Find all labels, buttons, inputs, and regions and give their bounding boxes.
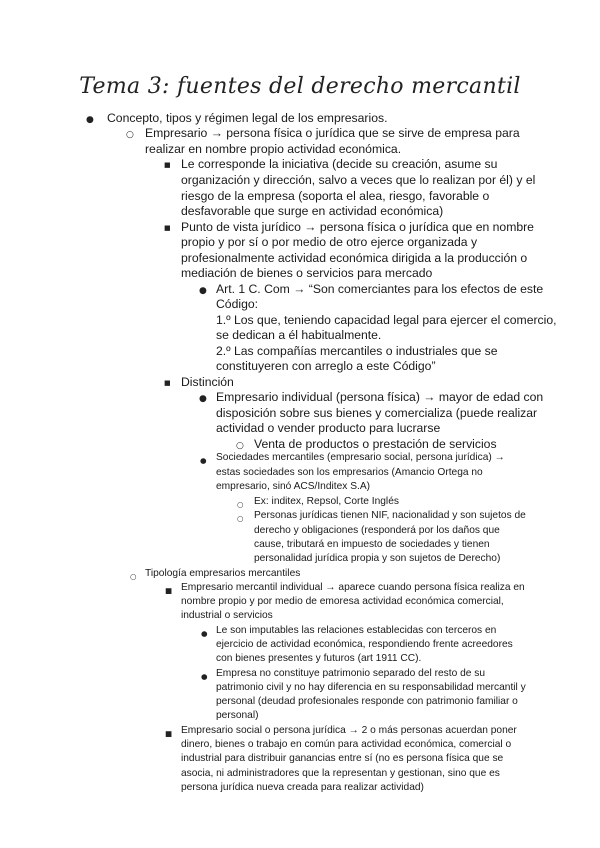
bullet-square-icon: ■	[164, 379, 171, 387]
text-line: Código:	[216, 297, 259, 311]
text-line: Empresa no constituye patrimonio separado del resto de su	[216, 668, 485, 679]
text-line: asocia, ni administradores que la representan y gestionan, sino que es	[181, 768, 500, 779]
text-line: se dedican a él habitualmente.	[216, 328, 382, 342]
bullet-circle-icon: ○	[236, 441, 244, 451]
text-line: patrimonio civil y no hay diferencia en su responsabilidad mercantil y	[216, 682, 526, 693]
bullet-circle-icon: ○	[237, 500, 244, 509]
text-line: estas sociedades son los empresarios (Amancio Ortega no	[216, 467, 483, 478]
bullet-dot-icon: ●	[86, 115, 94, 125]
text-line: organización y dirección, salvo a veces que lo realizan por él) y el	[181, 173, 536, 187]
text-line: con bienes presentes y futuros (art 1911 CC).	[216, 653, 422, 664]
page-title: Tema 3: fuentes del derecho mercantil	[79, 74, 521, 99]
text-line: propio y por sí o por medio de otro ejerce organizada y	[181, 235, 478, 249]
text-line: persona jurídica nueva creada para realizar actividad)	[181, 782, 424, 793]
bullet-square-icon: ■	[165, 729, 173, 738]
text-line: empresario, sinó ACS/Inditex S.A)	[216, 481, 371, 492]
text-line: 1.º Los que, teniendo capacidad legal para ejercer el comercio,	[216, 313, 557, 327]
bullet-circle-icon: ○	[237, 514, 244, 523]
bullet-dot-icon: ●	[200, 456, 207, 465]
bullet-dot-icon: ●	[201, 672, 208, 681]
text-line: Empresario social o persona jurídica → 2 o más personas acuerdan poner	[181, 725, 517, 736]
text-line: mediación de bienes o servicios para mercado	[181, 266, 433, 280]
text-line: personalidad jurídica propia y son sujetos de Derecho)	[254, 553, 501, 564]
bullet-square-icon: ■	[164, 161, 171, 169]
text-line: disposición sobre sus bienes y comercializa (puede realizar	[216, 406, 538, 420]
text-line: Personas jurídicas tienen NIF, nacionalidad y son sujetos de	[254, 510, 526, 521]
text-line: Le corresponde la iniciativa (decide su creación, asume su	[181, 157, 498, 171]
text-line: Empresario → persona física o jurídica que se sirve de empresa para	[145, 126, 520, 140]
text-line: personal (deudad profesionales responde con patrimonio familiar o	[216, 696, 518, 707]
text-line: realizar en nombre propio actividad económica.	[145, 142, 402, 156]
bullet-dot-icon: ●	[201, 629, 208, 638]
text-line: Punto de vista jurídico → persona física o jurídica que en nombre	[181, 220, 534, 234]
bullet-dot-icon: ●	[199, 394, 207, 404]
text-line: industrial o servicios	[181, 610, 273, 621]
text-line: profesionalmente actividad económica dirigida a la producción o	[181, 251, 528, 265]
text-line: Concepto, tipos y régimen legal de los empresarios.	[107, 111, 388, 125]
text-line: cause, tributará en impuesto de sociedades y tienen	[254, 539, 490, 550]
text-line: Art. 1 C. Com → “Son comerciantes para los efectos de este	[216, 282, 544, 296]
text-line: Empresario mercantil individual → aparece cuando persona física realiza en	[181, 582, 525, 593]
bullet-dot-icon: ●	[199, 286, 207, 296]
text-line: actividad o vender producto para lucrarse	[216, 421, 441, 435]
text-line: 2.º Las compañías mercantiles o industriales que se	[216, 344, 498, 358]
text-line: Ex: inditex, Repsol, Corte Inglés	[254, 496, 399, 507]
bullet-square-icon: ■	[165, 586, 173, 595]
text-line: Venta de productos o prestación de servicios	[254, 437, 497, 451]
text-line: constituyeren con arreglo a este Código”	[216, 359, 436, 373]
bullet-square-icon: ■	[164, 224, 171, 232]
text-line: Sociedades mercantiles (empresario social, persona jurídica) →	[216, 452, 505, 463]
text-line: personal)	[216, 710, 259, 721]
text-line: Le son imputables las relaciones establecidas con terceros en	[216, 625, 497, 636]
bullet-circle-icon: ○	[130, 572, 137, 581]
text-line: derecho y obligaciones (responderá por los daños que	[254, 525, 500, 536]
text-line: Empresario individual (persona física) → mayor de edad con	[216, 390, 544, 404]
text-line: nombre propio y por medio de emoresa actividad económica comercial,	[181, 596, 504, 607]
text-line: Distinción	[181, 375, 234, 389]
text-line: desfavorable que surge en actividad económica)	[181, 204, 444, 218]
text-line: Tipología empresarios mercantiles	[145, 568, 301, 579]
text-line: industrial para distribuir ganancias entre sí (no es persona física que se	[181, 753, 504, 764]
text-line: dinero, bienes o trabajo en común para actividad económica, comercial o	[181, 739, 512, 750]
text-line: riesgo de la empresa (soporta el alea, riesgo, favorable o	[181, 189, 490, 203]
bullet-circle-icon: ○	[126, 130, 134, 140]
text-line: ejercicio de actividad económica, respondiendo frente acreedores	[216, 639, 513, 650]
